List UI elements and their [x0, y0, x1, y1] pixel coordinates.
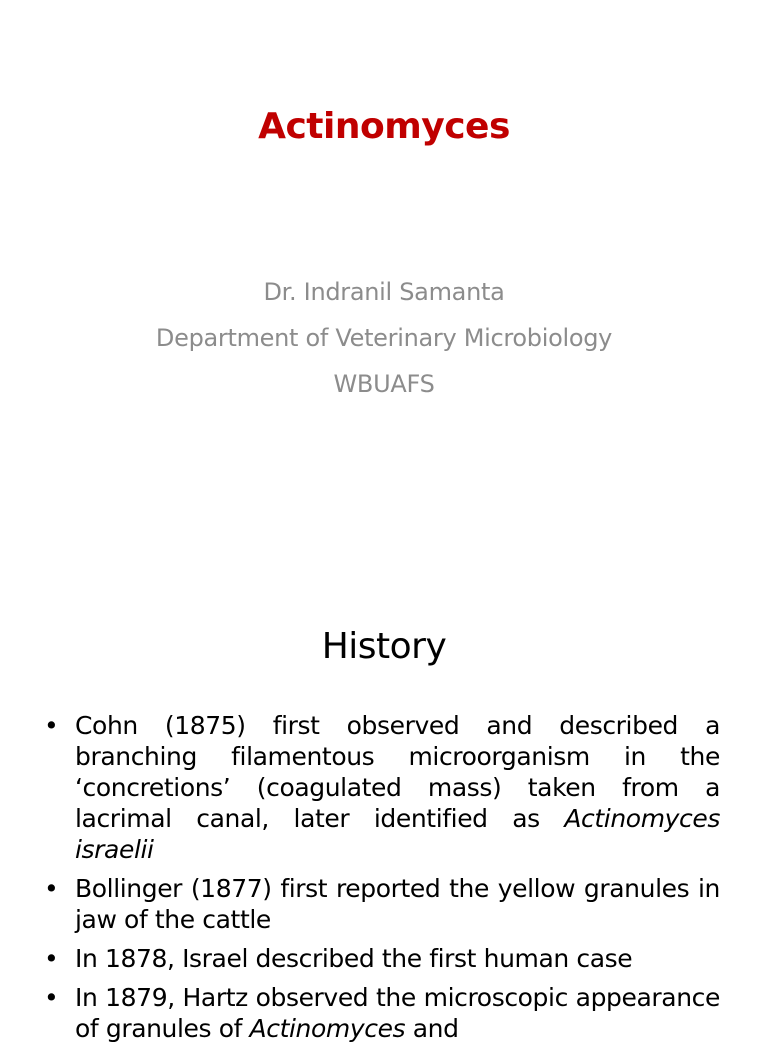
bullet-tail-text: and [405, 1014, 459, 1043]
bullet-dot-icon: • [44, 711, 59, 740]
bullet-item [44, 982, 720, 1044]
bullet-italic-text: Actinomyces [249, 1014, 406, 1043]
bullet-italic-text: Actinomyces israelii [75, 804, 720, 864]
bullet-list [44, 710, 720, 1052]
bullet-dot-icon: • [44, 983, 59, 1012]
slide-title: Actinomyces [258, 106, 510, 147]
bullet-text: Bollinger (1877) first reported the yellow granules in jaw of the cattle [75, 874, 720, 934]
bullet-text: Cohn (1875) first observed and described a branching filamentous microorganism in the ‘concretions’ (coagulated mass) taken from a lacrimal canal, later identified as [75, 711, 720, 833]
history-slide [0, 576, 768, 1043]
author-name: Dr. Indranil Samanta [263, 278, 505, 306]
bullet-item [44, 943, 720, 974]
bullet-item [44, 710, 720, 865]
department-name: Department of Veterinary Microbiology [155, 324, 613, 352]
slide-title: History [321, 626, 447, 667]
bullet-dot-icon: • [44, 944, 59, 973]
bullet-text: In 1878, Israel described the first human case [75, 944, 633, 973]
institution-name: WBUAFS [333, 370, 435, 398]
bullet-item [44, 873, 720, 935]
bullet-dot-icon: • [44, 874, 59, 903]
bullet-text: In 1879, Hartz observed the microscopic appearance of granules of [75, 983, 720, 1043]
